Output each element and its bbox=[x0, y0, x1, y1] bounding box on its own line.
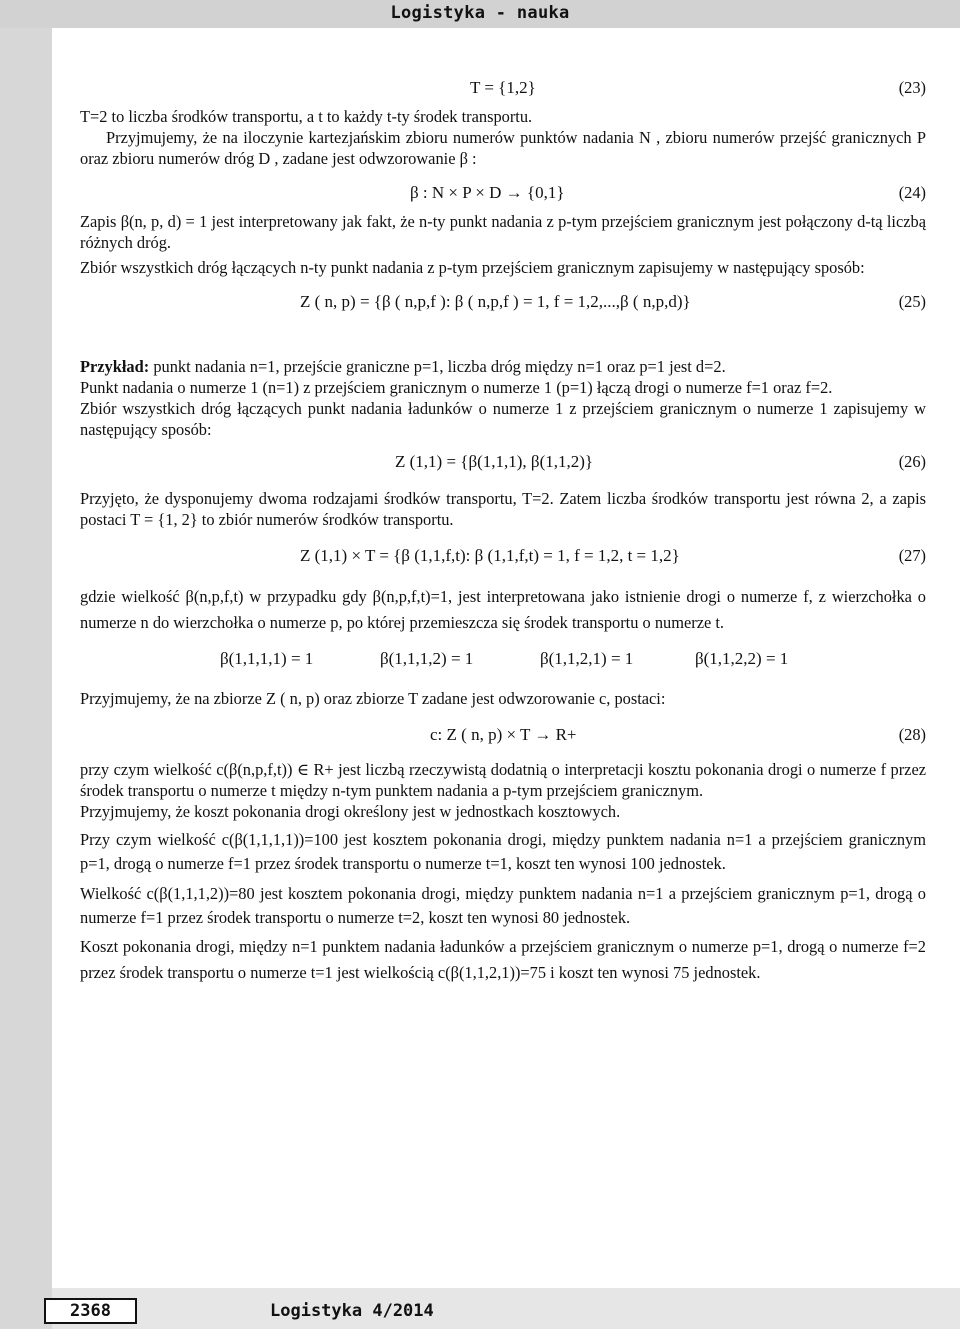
paragraph: przy czym wielkość c(β(n,p,f,t)) ∈ R+ jest liczbą rzeczywistą dodatnią o interpretacji kosztu pokonania drogi o numerze f przez środek transportu o numerze t między n-tym punktem nadania a p-tym przejściem granicznym. bbox=[80, 760, 926, 800]
equation-25-label: (25) bbox=[898, 292, 926, 311]
example-text: punkt nadania n=1, przejście graniczne p=1, liczba dróg między n=1 oraz p=1 jest d=2. bbox=[153, 357, 726, 376]
article-body bbox=[80, 72, 926, 986]
paragraph: Przyjmujemy, że na iloczynie kartezjańskim zbioru numerów punktów nadania N , zbioru numerów przejść granicznych P oraz zbioru numerów dróg D , zadane jest odwzorowanie β : bbox=[80, 128, 926, 168]
equation-26 bbox=[80, 446, 926, 476]
equation-24 bbox=[80, 177, 926, 207]
equation-27 bbox=[80, 540, 926, 570]
paragraph: Przy czym wielkość c(β(1,1,1,1))=100 jest kosztem pokonania drogi, między punktem nadania n=1 a przejściem granicznym p=1, drogą o numerze f=1 przez środek transportu o numerze t=1, koszt ten wynosi 100 jednostek. bbox=[80, 830, 926, 873]
paragraph: Zbiór wszystkich dróg łączących punkt nadania ładunków o numerze 1 z przejściem granicznym o numerze 1 zapisujemy w następujący sposób: bbox=[80, 399, 926, 439]
running-header bbox=[0, 0, 960, 28]
paragraph: Koszt pokonania drogi, między n=1 punktem nadania ładunków a przejściem granicznym o numerze p=1, drogą o numerze f=2 przez środek transportu o numerze t=1 jest wielkością c(β(1,1,2,1))=75 i koszt ten wynosi 75 jednostek. bbox=[80, 937, 926, 982]
equation-24-formula: β : N × P × D → {0,1} bbox=[410, 183, 565, 202]
equation-25 bbox=[80, 286, 926, 316]
paragraph: Wielkość c(β(1,1,1,2))=80 jest kosztem pokonania drogi, między punktem nadania n=1 a przejściem granicznym p=1, drogą o numerze f=1 przez środek transportu o numerze t=2, koszt ten wynosi 80 jednostek. bbox=[80, 884, 926, 927]
journal-issue: Logistyka 4/2014 bbox=[270, 1301, 434, 1321]
beta-value: β(1,1,2,2) = 1 bbox=[695, 649, 789, 668]
equation-27-formula: Z (1,1) × T = {β (1,1,f,t): β (1,1,f,t) = 1, f = 1,2, t = 1,2} bbox=[300, 546, 680, 565]
paragraph: T=2 to liczba środków transportu, a t to każdy t-ty środek transportu. bbox=[80, 107, 533, 126]
left-margin-strip bbox=[0, 28, 52, 1329]
page-number-box: 2368 bbox=[44, 1298, 137, 1324]
running-header-title: Logistyka - nauka bbox=[390, 3, 570, 23]
equation-23 bbox=[80, 72, 926, 102]
equation-25-formula: Z ( n, p) = {β ( n,p,f ): β ( n,p,f ) = 1, f = 1,2,...,β ( n,p,d)} bbox=[300, 292, 691, 311]
equation-24-label: (24) bbox=[898, 183, 926, 202]
example-paragraph bbox=[80, 356, 926, 377]
equation-23-label: (23) bbox=[898, 78, 926, 97]
paragraph: Punkt nadania o numerze 1 (n=1) z przejściem granicznym o numerze 1 (p=1) łączą drogi o numerze f=1 oraz f=2. bbox=[80, 378, 833, 397]
paragraph: Przyjmujemy, że koszt pokonania drogi określony jest w jednostkach kosztowych. bbox=[80, 802, 621, 821]
equation-28 bbox=[80, 719, 926, 749]
equation-26-label: (26) bbox=[898, 452, 926, 471]
paragraph: Przyjęto, że dysponujemy dwoma rodzajami środków transportu, T=2. Zatem liczba środków transportu jest równa 2, a zapis postaci T = {1, 2} to zbiór numerów środków transportu. bbox=[80, 489, 926, 529]
paragraph: gdzie wielkość β(n,p,f,t) w przypadku gdy β(n,p,f,t)=1, jest interpretowana jako istnienie drogi o numerze f, z wierzchołka o numerze n do wierzchołka o numerze p, po której przemieszcza się środek transportu o numerze t. bbox=[80, 587, 926, 632]
bottom-band bbox=[52, 1288, 960, 1329]
equation-28-label: (28) bbox=[898, 725, 926, 744]
beta-value: β(1,1,2,1) = 1 bbox=[540, 649, 634, 668]
paragraph: Przyjmujemy, że na zbiorze Z ( n, p) oraz zbiorze T zadane jest odwzorowanie c, postaci: bbox=[80, 689, 666, 708]
equation-23-formula: T = {1,2} bbox=[470, 78, 536, 97]
equation-27-label: (27) bbox=[898, 546, 926, 565]
example-label: Przykład: bbox=[80, 357, 150, 376]
paragraph: Zbiór wszystkich dróg łączących n-ty punkt nadania z p-tym przejściem granicznym zapisujemy w następujący sposób: bbox=[80, 258, 865, 277]
equation-28-formula: c: Z ( n, p) × T → R+ bbox=[430, 725, 577, 744]
beta-values-row bbox=[80, 642, 926, 674]
paragraph: Zapis β(n, p, d) = 1 jest interpretowany jak fakt, że n-ty punkt nadania z p-tym przejściem granicznym jest połączony d-tą liczbą różnych dróg. bbox=[80, 212, 926, 252]
beta-value: β(1,1,1,2) = 1 bbox=[380, 649, 474, 668]
beta-value: β(1,1,1,1) = 1 bbox=[220, 649, 314, 668]
equation-26-formula: Z (1,1) = {β(1,1,1), β(1,1,2)} bbox=[395, 452, 594, 471]
